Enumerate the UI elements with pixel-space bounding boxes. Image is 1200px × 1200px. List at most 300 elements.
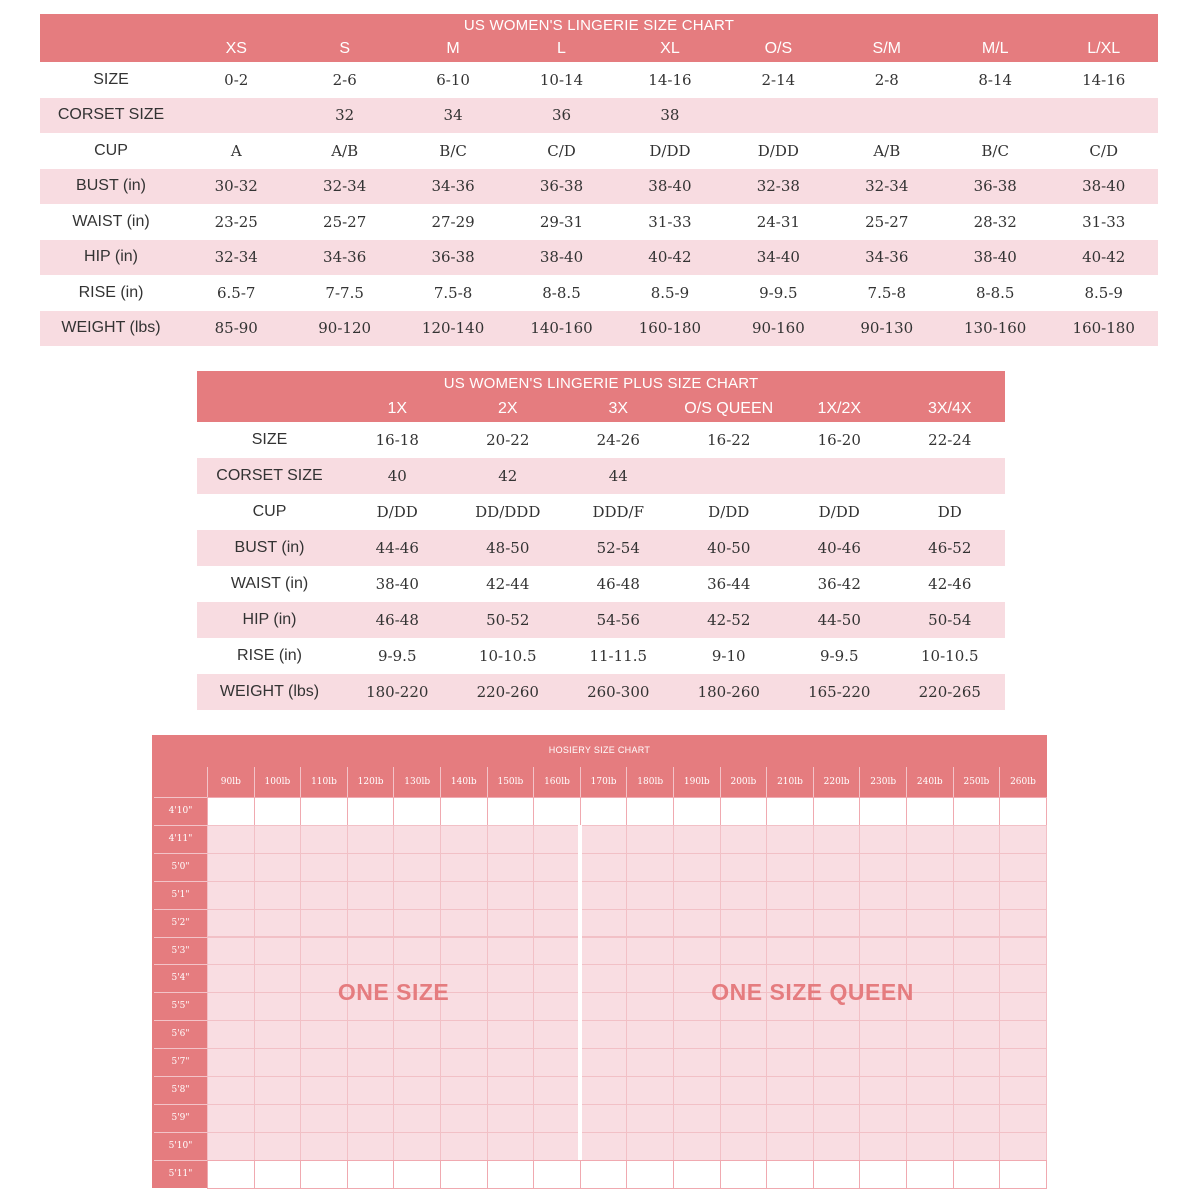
size-region-cell (254, 1076, 302, 1105)
size-region-cell (347, 1104, 395, 1133)
table-cell: 14-16 (616, 62, 724, 98)
table-cell: 85-90 (182, 311, 290, 347)
table-cell: 27-29 (399, 204, 507, 240)
table-cell: 130-160 (941, 311, 1049, 347)
size-region-cell (207, 825, 255, 854)
grid-cell (487, 797, 535, 826)
size-region-cell (673, 881, 721, 910)
table-cell: B/C (941, 133, 1049, 169)
size-header-l-xl: L/XL (1049, 36, 1158, 62)
table-cell: 38-40 (342, 566, 453, 602)
size-region-cell (440, 1076, 488, 1105)
size-region-cell (393, 937, 441, 966)
table-cell (833, 98, 941, 134)
row-label-corset-size: CORSET SIZE (40, 98, 182, 134)
size-region-cell (347, 1076, 395, 1105)
table-cell: 28-32 (941, 204, 1049, 240)
grid-cell (347, 1160, 395, 1189)
size-region-cell (766, 937, 814, 966)
size-region-cell (673, 1076, 721, 1105)
size-region-cell (813, 909, 861, 938)
table-cell: 42 (453, 458, 564, 494)
size-region-cell (720, 1132, 768, 1161)
size-region-cell (906, 909, 954, 938)
table-cell: 16-20 (784, 422, 895, 458)
size-region-cell (999, 937, 1047, 966)
table-cell: 8-8.5 (507, 275, 615, 311)
size-region-cell (347, 909, 395, 938)
table-cell: 36-38 (507, 169, 615, 205)
size-region-cell (207, 1048, 255, 1077)
table-cell: 24-31 (724, 204, 832, 240)
size-region-cell (440, 1104, 488, 1133)
size-region-cell (300, 853, 348, 882)
size-region-cell (580, 825, 628, 854)
region-divider (578, 825, 582, 1160)
size-region-cell (533, 881, 581, 910)
table-cell: 29-31 (507, 204, 615, 240)
size-region-cell (813, 1132, 861, 1161)
weight-header: 230lb (859, 767, 906, 797)
size-region-cell (813, 853, 861, 882)
size-region-cell (207, 1104, 255, 1133)
grid-cell (906, 797, 954, 826)
size-header-xl: XL (616, 36, 724, 62)
size-region-cell (580, 1132, 628, 1161)
size-region-cell (440, 881, 488, 910)
size-region-cell (906, 1132, 954, 1161)
size-region-cell (487, 1048, 535, 1077)
size-region-cell (720, 937, 768, 966)
size-header-s-m: S/M (833, 36, 941, 62)
size-region-cell (487, 881, 535, 910)
table-cell: 36-38 (399, 240, 507, 276)
table-cell: B/C (399, 133, 507, 169)
size-region-cell (953, 1104, 1001, 1133)
size-region-cell (673, 825, 721, 854)
height-header: 5'11" (154, 1160, 207, 1188)
table-cell: 42-52 (674, 602, 785, 638)
table-cell: 40 (342, 458, 453, 494)
size-region-cell (953, 881, 1001, 910)
hosiery-size-chart (152, 735, 1047, 1188)
table-cell: 31-33 (616, 204, 724, 240)
size-region-cell (580, 1076, 628, 1105)
size-region-cell (487, 992, 535, 1021)
table-cell: 44 (563, 458, 674, 494)
grid-cell (254, 1160, 302, 1189)
table-cell (784, 458, 895, 494)
size-region-cell (300, 881, 348, 910)
size-region-cell (673, 1104, 721, 1133)
grid-cell (207, 797, 255, 826)
table-cell: 34-36 (290, 240, 398, 276)
table-cell: 32-34 (833, 169, 941, 205)
size-region-cell (766, 1048, 814, 1077)
table-row (197, 566, 1005, 602)
grid-cell (999, 1160, 1047, 1189)
grid-cell (673, 1160, 721, 1189)
size-header-corner (40, 36, 182, 62)
size-region-cell (300, 1048, 348, 1077)
table-cell: 32-38 (724, 169, 832, 205)
grid-cell (580, 1160, 628, 1189)
row-label-weight-lbs: WEIGHT (lbs) (197, 674, 342, 710)
size-region-cell (533, 1132, 581, 1161)
size-region-cell (347, 1020, 395, 1049)
table-cell: 220-260 (453, 674, 564, 710)
size-region-cell (859, 853, 907, 882)
grid-cell (626, 797, 674, 826)
row-label-hip-in: HIP (in) (197, 602, 342, 638)
size-region-cell (254, 992, 302, 1021)
size-region-cell (673, 1048, 721, 1077)
size-region-cell (347, 1132, 395, 1161)
size-region-cell (533, 909, 581, 938)
size-region-cell (207, 1076, 255, 1105)
table-cell: 9-9.5 (784, 638, 895, 674)
size-region-cell (254, 909, 302, 938)
size-region-cell (953, 909, 1001, 938)
table-cell: 8.5-9 (616, 275, 724, 311)
table-cell: 40-42 (1049, 240, 1158, 276)
table-cell: 32-34 (182, 240, 290, 276)
size-region-cell (487, 1132, 535, 1161)
size-region-cell (999, 992, 1047, 1021)
size-region-cell (487, 1104, 535, 1133)
table-row (197, 494, 1005, 530)
table-row (40, 311, 1158, 347)
size-region-cell (207, 853, 255, 882)
table-cell: 34-40 (724, 240, 832, 276)
size-region-cell (347, 825, 395, 854)
size-header-xs: XS (182, 36, 290, 62)
table-cell: 260-300 (563, 674, 674, 710)
row-label-waist-in: WAIST (in) (197, 566, 342, 602)
grid-cell (626, 1160, 674, 1189)
grid-cell (720, 797, 768, 826)
weight-header: 130lb (393, 767, 440, 797)
size-region-cell (626, 881, 674, 910)
table-cell: 160-180 (1049, 311, 1158, 347)
size-header-l: L (507, 36, 615, 62)
grid-cell (440, 1160, 488, 1189)
table-cell: 40-46 (784, 530, 895, 566)
table-cell: 42-46 (895, 566, 1006, 602)
size-region-cell (300, 1104, 348, 1133)
size-region-cell (859, 909, 907, 938)
height-header: 5'4" (154, 964, 207, 992)
size-region-cell (254, 937, 302, 966)
table-row (40, 240, 1158, 276)
table-cell (182, 98, 290, 134)
height-header: 4'11" (154, 825, 207, 853)
size-region-cell (906, 1104, 954, 1133)
table-cell: 140-160 (507, 311, 615, 347)
size-region-cell (254, 1104, 302, 1133)
size-region-cell (626, 1076, 674, 1105)
size-header-o-s: O/S (724, 36, 832, 62)
table-cell: 30-32 (182, 169, 290, 205)
table-cell: 8.5-9 (1049, 275, 1158, 311)
grid-cell (300, 797, 348, 826)
size-region-cell (953, 825, 1001, 854)
size-region-cell (766, 825, 814, 854)
size-region-cell (720, 825, 768, 854)
size-region-cell (906, 825, 954, 854)
size-region-cell (766, 1020, 814, 1049)
size-region-cell (953, 964, 1001, 993)
table-cell: 46-52 (895, 530, 1006, 566)
grid-cell (813, 1160, 861, 1189)
size-region-cell (440, 909, 488, 938)
table-cell: 38-40 (507, 240, 615, 276)
table-cell: 34-36 (399, 169, 507, 205)
table-cell: 23-25 (182, 204, 290, 240)
height-header: 5'10" (154, 1132, 207, 1160)
size-region-cell (254, 881, 302, 910)
size-region-cell (999, 964, 1047, 993)
weight-header: 210lb (766, 767, 813, 797)
table-row (40, 62, 1158, 98)
size-region-cell (580, 992, 628, 1021)
size-region-cell (766, 1076, 814, 1105)
size-region-cell (393, 1104, 441, 1133)
table-cell: 160-180 (616, 311, 724, 347)
grid-cell (813, 797, 861, 826)
table-cell: 7-7.5 (290, 275, 398, 311)
size-header-o-s-queen: O/S QUEEN (674, 395, 785, 422)
size-header-3x-4x: 3X/4X (895, 395, 1006, 422)
table-cell: 25-27 (833, 204, 941, 240)
size-region-cell (906, 881, 954, 910)
table-cell: 6.5-7 (182, 275, 290, 311)
table-cell: 7.5-8 (399, 275, 507, 311)
table-row (197, 422, 1005, 458)
table-cell: 40-42 (616, 240, 724, 276)
grid-cell (254, 797, 302, 826)
size-region-cell (766, 881, 814, 910)
size-region-cell (393, 825, 441, 854)
table-cell: 10-10.5 (453, 638, 564, 674)
size-region-cell (766, 853, 814, 882)
table-cell: 34-36 (833, 240, 941, 276)
size-region-cell (207, 881, 255, 910)
table-row (197, 530, 1005, 566)
size-region-cell (207, 964, 255, 993)
table-cell: 11-11.5 (563, 638, 674, 674)
size-region-cell (953, 937, 1001, 966)
table-cell (941, 98, 1049, 134)
table-cell (1049, 98, 1158, 134)
size-region-cell (254, 1048, 302, 1077)
regular-size-chart (40, 14, 1158, 346)
grid-cell (906, 1160, 954, 1189)
table-cell: 8-14 (941, 62, 1049, 98)
weight-header: 200lb (720, 767, 767, 797)
table-cell: 120-140 (399, 311, 507, 347)
plus-size-chart (197, 371, 1005, 710)
size-region-cell (300, 1020, 348, 1049)
table-cell: 38 (616, 98, 724, 134)
size-region-cell (813, 1076, 861, 1105)
weight-header: 240lb (906, 767, 953, 797)
size-region-cell (393, 853, 441, 882)
size-header-1x-2x: 1X/2X (784, 395, 895, 422)
size-region-cell (300, 937, 348, 966)
table-cell: 38-40 (616, 169, 724, 205)
size-region-cell (440, 853, 488, 882)
size-region-cell (720, 881, 768, 910)
size-region-cell (999, 1132, 1047, 1161)
row-label-rise-in: RISE (in) (197, 638, 342, 674)
table-cell: DDD/F (563, 494, 674, 530)
size-region-cell (766, 909, 814, 938)
grid-cell (999, 797, 1047, 826)
weight-header: 90lb (207, 767, 254, 797)
size-region-cell (999, 1020, 1047, 1049)
height-header: 5'0" (154, 853, 207, 881)
table-cell: 165-220 (784, 674, 895, 710)
table-cell: 9-10 (674, 638, 785, 674)
table-cell: 44-46 (342, 530, 453, 566)
row-label-cup: CUP (197, 494, 342, 530)
table-cell: D/DD (784, 494, 895, 530)
table-cell: 36-44 (674, 566, 785, 602)
size-region-cell (254, 825, 302, 854)
size-region-cell (626, 992, 674, 1021)
size-region-cell (626, 853, 674, 882)
size-region-cell (440, 1132, 488, 1161)
grid-cell (347, 797, 395, 826)
table-cell: 220-265 (895, 674, 1006, 710)
size-region-cell (487, 909, 535, 938)
size-region-cell (533, 937, 581, 966)
size-region-cell (813, 1048, 861, 1077)
weight-header: 140lb (440, 767, 487, 797)
size-region-cell (440, 825, 488, 854)
size-region-cell (580, 1048, 628, 1077)
row-label-hip-in: HIP (in) (40, 240, 182, 276)
size-region-cell (673, 937, 721, 966)
size-region-cell (393, 1020, 441, 1049)
size-region-cell (347, 937, 395, 966)
grid-cell (393, 1160, 441, 1189)
table-cell: 32-34 (290, 169, 398, 205)
table-cell: 36-42 (784, 566, 895, 602)
size-region-cell (533, 1104, 581, 1133)
size-region-cell (720, 853, 768, 882)
grid-cell (859, 1160, 907, 1189)
grid-cell (953, 1160, 1001, 1189)
table-cell: 2-14 (724, 62, 832, 98)
size-region-cell (673, 1132, 721, 1161)
table-cell: 50-54 (895, 602, 1006, 638)
row-label-corset-size: CORSET SIZE (197, 458, 342, 494)
table-row (197, 638, 1005, 674)
height-header: 5'2" (154, 909, 207, 937)
table-row (40, 275, 1158, 311)
size-region-cell (999, 881, 1047, 910)
height-header: 5'8" (154, 1076, 207, 1104)
one-size-queen-label: ONE SIZE QUEEN (711, 978, 914, 1005)
table-row (197, 674, 1005, 710)
table-cell: 46-48 (563, 566, 674, 602)
size-region-cell (859, 1104, 907, 1133)
size-region-cell (626, 937, 674, 966)
table-cell: A (182, 133, 290, 169)
size-region-cell (300, 1076, 348, 1105)
size-region-cell (207, 1132, 255, 1161)
hosiery-chart-title: HOSIERY SIZE CHART (548, 745, 651, 755)
size-region-cell (580, 1104, 628, 1133)
table-cell: C/D (507, 133, 615, 169)
table-cell: 50-52 (453, 602, 564, 638)
height-header: 5'9" (154, 1104, 207, 1132)
size-region-cell (487, 937, 535, 966)
height-header: 5'5" (154, 992, 207, 1020)
size-region-cell (487, 1020, 535, 1049)
table-cell: 0-2 (182, 62, 290, 98)
table-row (40, 204, 1158, 240)
size-header-3x: 3X (563, 395, 674, 422)
weight-header: 180lb (626, 767, 673, 797)
table-cell (674, 458, 785, 494)
row-label-size: SIZE (40, 62, 182, 98)
table-cell: 10-10.5 (895, 638, 1006, 674)
size-region-cell (859, 825, 907, 854)
size-region-cell (720, 909, 768, 938)
size-region-cell (254, 1132, 302, 1161)
size-region-cell (673, 1020, 721, 1049)
table-cell (895, 458, 1006, 494)
table-cell: 52-54 (563, 530, 674, 566)
height-header: 4'10" (154, 797, 207, 825)
table-cell: 54-56 (563, 602, 674, 638)
table-cell: 6-10 (399, 62, 507, 98)
weight-header: 110lb (300, 767, 347, 797)
size-region-cell (254, 964, 302, 993)
row-label-rise-in: RISE (in) (40, 275, 182, 311)
size-region-cell (766, 1132, 814, 1161)
size-region-cell (626, 909, 674, 938)
table-cell: C/D (1049, 133, 1158, 169)
size-region-cell (953, 1076, 1001, 1105)
size-region-cell (859, 1048, 907, 1077)
table-row (40, 133, 1158, 169)
table-cell: 42-44 (453, 566, 564, 602)
table-cell: 180-260 (674, 674, 785, 710)
size-region-cell (254, 853, 302, 882)
size-region-cell (300, 1132, 348, 1161)
table-cell: 36 (507, 98, 615, 134)
size-region-cell (487, 1076, 535, 1105)
table-cell: 38-40 (941, 240, 1049, 276)
size-region-cell (300, 909, 348, 938)
table-row (197, 602, 1005, 638)
table-cell: 16-18 (342, 422, 453, 458)
row-label-weight-lbs: WEIGHT (lbs) (40, 311, 182, 347)
grid-cell (533, 1160, 581, 1189)
size-header-s: S (290, 36, 398, 62)
weight-header: 190lb (673, 767, 720, 797)
grid-cell (673, 797, 721, 826)
table-cell: DD/DDD (453, 494, 564, 530)
grid-cell (440, 797, 488, 826)
size-region-cell (440, 1048, 488, 1077)
table-cell: 36-38 (941, 169, 1049, 205)
grid-cell (487, 1160, 535, 1189)
